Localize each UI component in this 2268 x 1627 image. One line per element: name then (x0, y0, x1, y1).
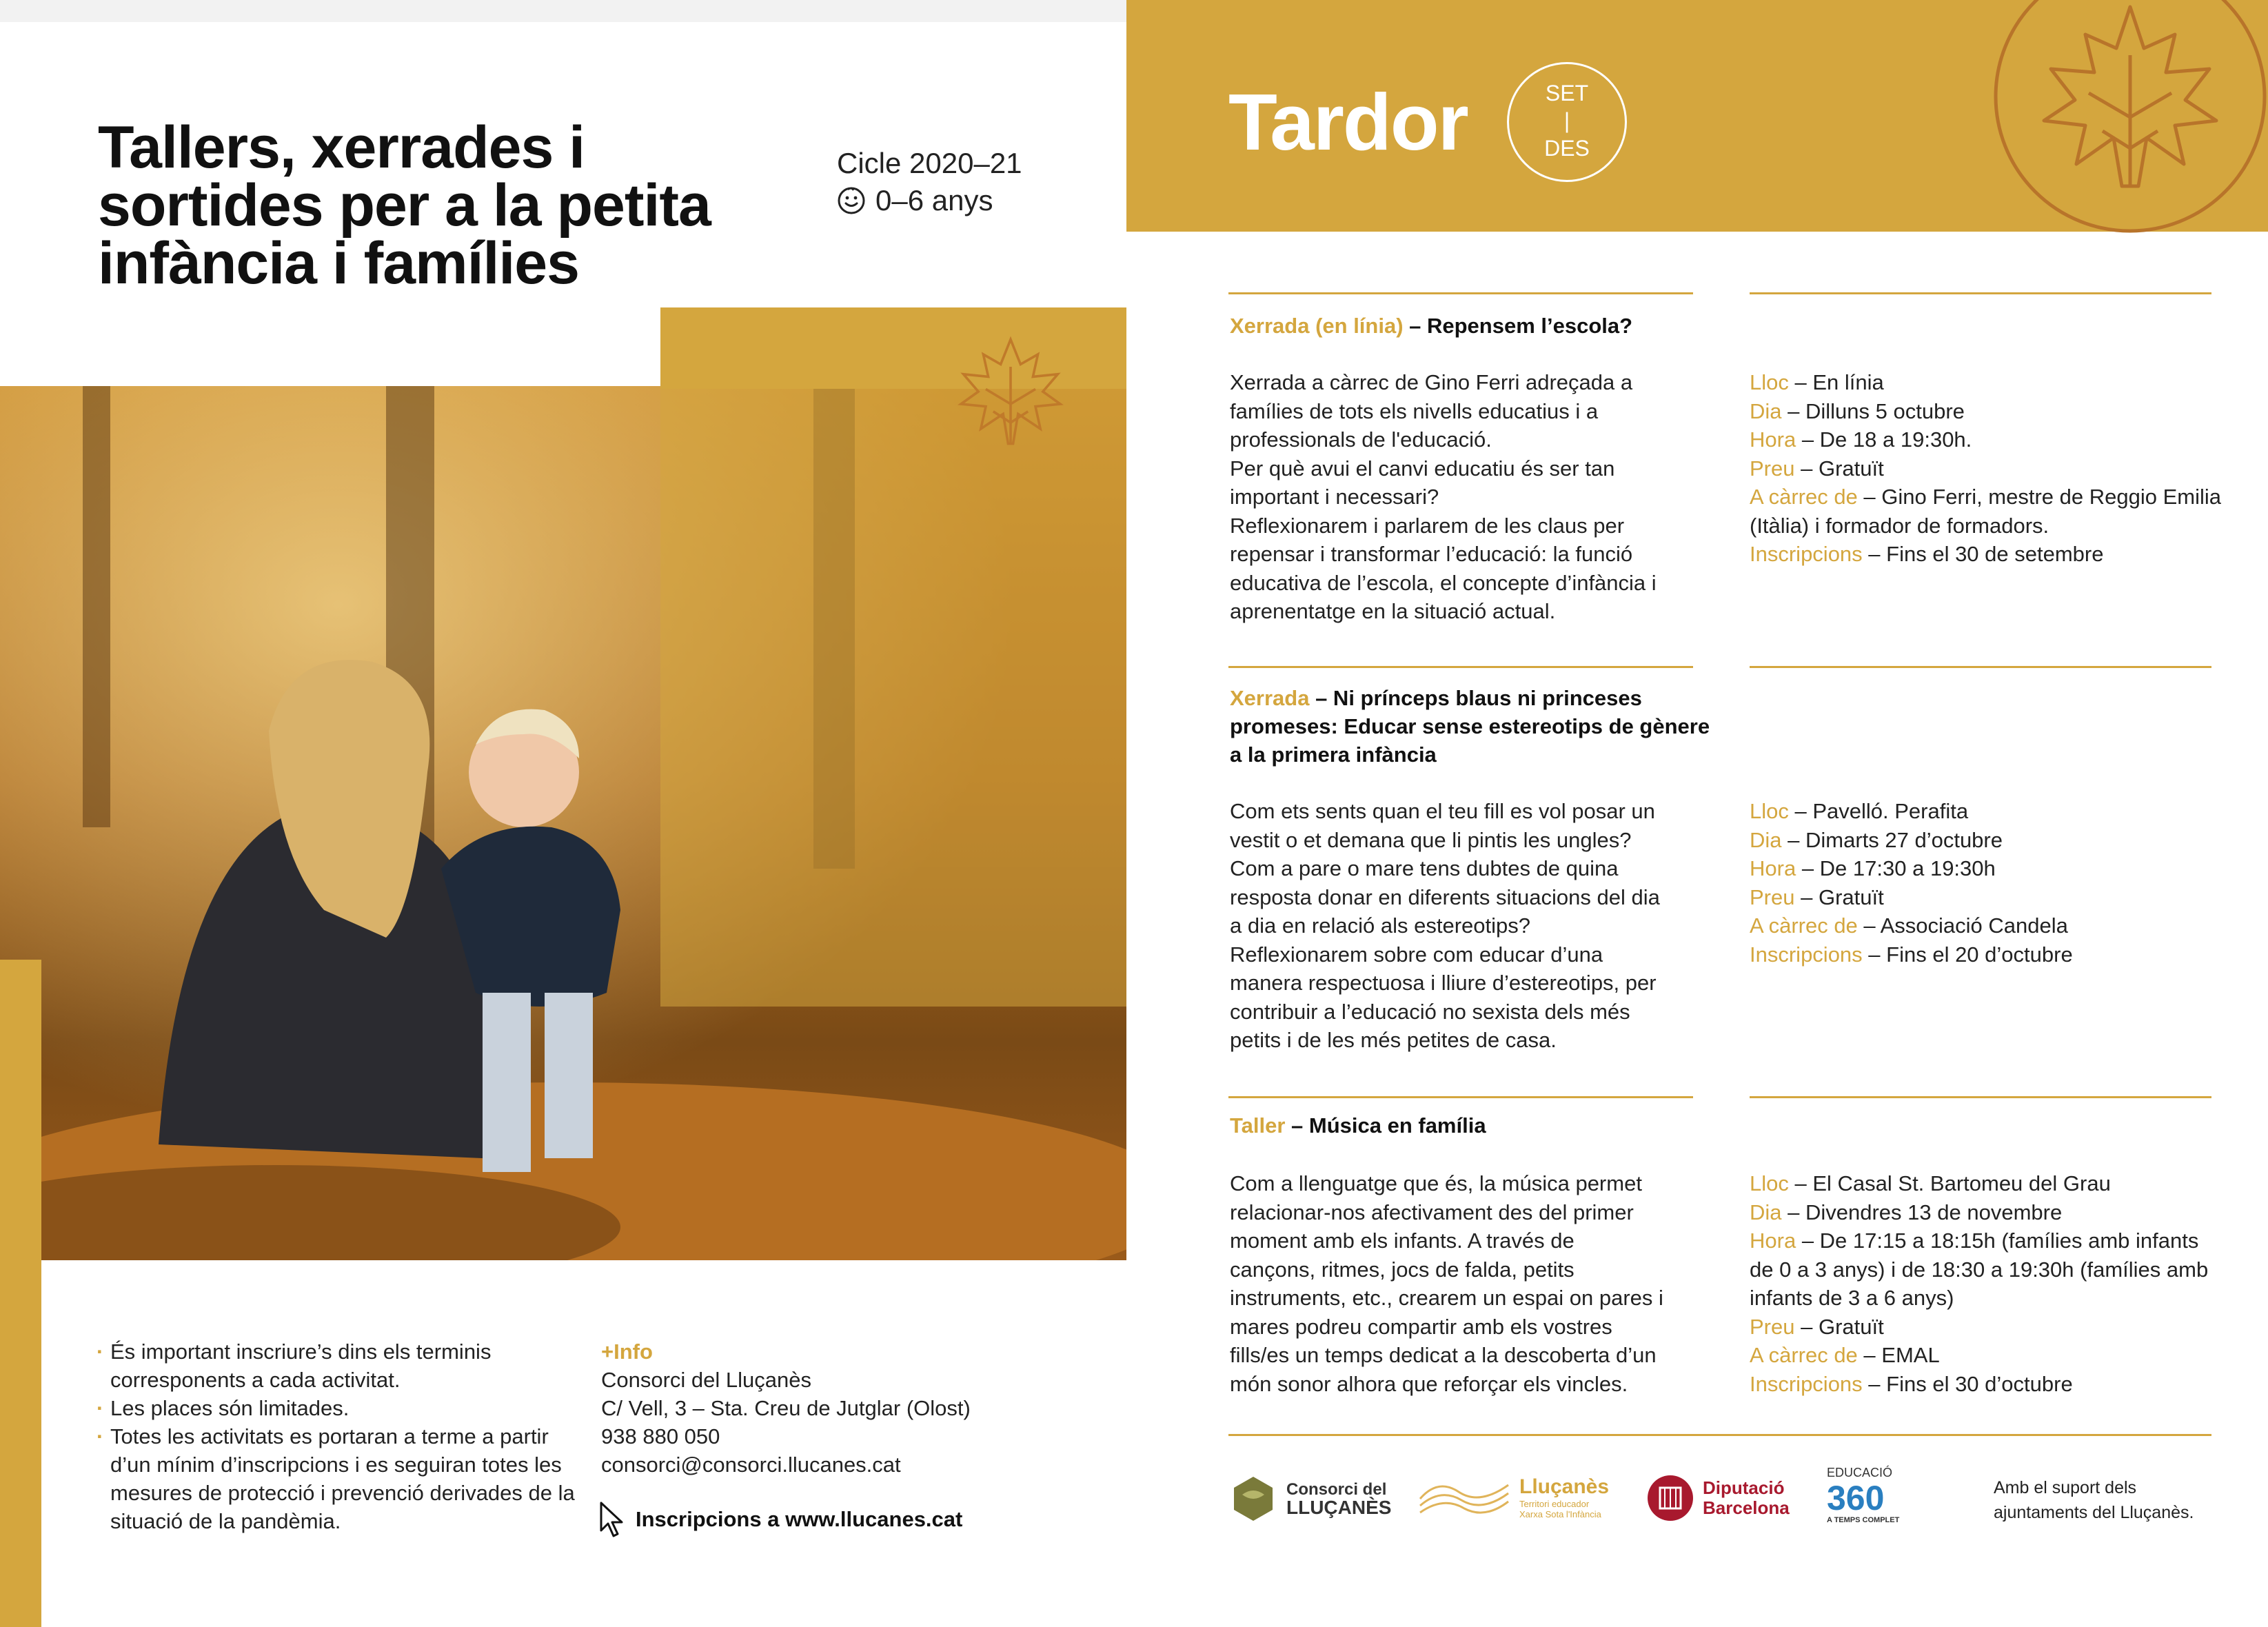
description-line: petits i de les més petites de casa. (1230, 1028, 1557, 1052)
description-line: fills/es un temps dedicat a la descoberta d’un (1230, 1343, 1657, 1367)
description-line: important i necessari? (1230, 485, 1439, 509)
diputacio-logo (1646, 1474, 1790, 1522)
detail-price: Preu – Gratuït (1750, 1314, 1884, 1339)
maple-leaf-large-icon (1978, 0, 2268, 255)
info-label: +Info (601, 1340, 653, 1364)
gold-overlay (660, 386, 1126, 1007)
event-name: – Repensem l’escola? (1403, 314, 1633, 338)
description-line: cançons, ritmes, jocs de falda, petits (1230, 1257, 1575, 1282)
note-item: · Totes les activitats es portaran a terme a partir d’un mínim d’inscripcions i es seguiran totes les mesures de protecció i prevenció derivades de la situació de la pandèmia. (97, 1422, 579, 1535)
inscriptions-label[interactable]: Inscripcions a www.llucanes.cat (636, 1507, 963, 1531)
description-line: Xerrada a càrrec de Gino Ferri adreçada a (1230, 370, 1633, 394)
llucanes-text: Lluçanès Territori educador Xarxa Sota l'Infància (1519, 1475, 1610, 1519)
event-kind: Xerrada (en línia) (1230, 314, 1404, 338)
event-kind: Xerrada (1230, 686, 1310, 710)
detail-price: Preu – Gratuït (1750, 456, 1884, 481)
description-line: repensar i transformar l’educació: la funció (1230, 542, 1633, 566)
detail-time: Hora – De 17:30 a 19:30h (1750, 856, 1996, 880)
cycle-label: Cicle 2020–21 (837, 147, 1022, 179)
month-end: DES (1544, 136, 1590, 161)
description-line: Per què avui el canvi educatiu és ser tan (1230, 456, 1615, 481)
smiley-icon (837, 186, 866, 215)
month-separator: | (1563, 108, 1570, 133)
detail-day: Dia – Divendres 13 de novembre (1750, 1200, 2063, 1224)
llucanes-logo (1417, 1471, 1609, 1524)
detail-day: Dia – Dilluns 5 octubre (1750, 398, 1965, 423)
detail-time: Hora – De 17:15 a 18:15h (famílies amb infants de 0 a 3 anys) i de 18:30 a 19:30h (famílies amb infants de 3 a 6 anys) (1750, 1229, 2209, 1310)
detail-signup: Inscripcions – Fins el 30 d’octubre (1750, 1371, 2073, 1396)
llucanes-wave-icon (1417, 1471, 1511, 1524)
description-line: vestit o et demana que li pintis les ungles? (1230, 827, 1632, 852)
divider (1228, 1096, 1693, 1098)
footer-divider (1228, 1434, 2211, 1436)
divider (1750, 666, 2211, 668)
diputacio-emblem-icon (1646, 1474, 1694, 1522)
note-item: · Les places són limitades. (97, 1394, 579, 1422)
educacio360-logo: EDUCACIÓ 360 A TEMPS COMPLET (1827, 1466, 1900, 1524)
divider (1228, 666, 1693, 668)
detail-place: Lloc – El Casal St. Bartomeu del Grau (1750, 1171, 2111, 1195)
description-line: Reflexionarem i parlarem de les claus per (1230, 513, 1625, 538)
title-line-3: infància i famílies (98, 230, 579, 296)
cycle-info (837, 145, 1022, 219)
info-phone[interactable]: 938 880 050 (601, 1424, 720, 1448)
info-address: C/ Vell, 3 – Sta. Creu de Jutglar (Olost) (601, 1396, 971, 1420)
description-line: Com a llenguatge que és, la música permet (1230, 1171, 1642, 1195)
page-title (98, 114, 787, 296)
note-item: · És important inscriure’s dins els terminis corresponents a cada activitat. (97, 1337, 579, 1394)
detail-host: A càrrec de – Gino Ferri, mestre de Reggio Emilia (Itàlia) i formador de formadors. (1750, 485, 2222, 538)
event-2-description (1230, 797, 1712, 1055)
more-info (601, 1337, 1097, 1479)
maple-leaf-icon (949, 330, 1073, 454)
consorci-text: Consorci del LLUÇANÈS (1286, 1480, 1392, 1518)
event-3-details (1750, 1169, 2225, 1398)
consorci-logo (1228, 1474, 1391, 1524)
detail-time: Hora – De 18 a 19:30h. (1750, 427, 1972, 452)
description-line: contribuir a l’educació no sexista dels més (1230, 999, 1630, 1024)
info-org: Consorci del Lluçanès (601, 1368, 812, 1392)
event-1-description (1230, 368, 1712, 626)
description-line: Reflexionarem sobre com educar d’una (1230, 942, 1603, 967)
season-title: Tardor (1228, 77, 1468, 167)
divider (1750, 1096, 2211, 1098)
diputacio-text: Diputació Barcelona (1703, 1477, 1790, 1518)
event-name: – Ni prínceps blaus ni princeses promeses: Educar sense estereotips de gènere a la primera infància (1230, 686, 1710, 767)
important-notes (97, 1337, 579, 1535)
event-1-details (1750, 368, 2225, 569)
description-line: educativa de l’escola, el concepte d’infància i (1230, 570, 1657, 595)
age-range (837, 182, 1022, 219)
description-line: aprenentatge en la situació actual. (1230, 599, 1556, 623)
description-line: relacionar-nos afectivament des del primer (1230, 1200, 1634, 1224)
event-3-description (1230, 1169, 1712, 1398)
event-1-title (1230, 312, 1712, 340)
divider (1228, 292, 1693, 294)
support-note: Amb el suport dels ajuntaments del Lluçanès. (1994, 1478, 2194, 1522)
event-name: – Música en família (1285, 1113, 1486, 1138)
detail-place: Lloc – En línia (1750, 370, 1884, 394)
cursor-icon (598, 1502, 626, 1537)
description-line: manera respectuosa i lliure d’estereotips, per (1230, 971, 1657, 995)
title-line-1: Tallers, xerrades i (98, 114, 585, 181)
description-line: resposta donar en diferents situacions del dia (1230, 885, 1660, 909)
description-line: mares podreu compartir amb els vostres (1230, 1314, 1612, 1339)
left-accent-bar (0, 960, 41, 1627)
detail-place: Lloc – Pavelló. Perafita (1750, 799, 1969, 823)
description-line: moment amb els infants. A través de (1230, 1229, 1575, 1253)
description-line: a dia en relació als estereotips? (1230, 913, 1530, 938)
description-line: professionals de l'educació. (1230, 427, 1492, 452)
description-line: Com a pare o mare tens dubtes de quina (1230, 856, 1619, 880)
detail-price: Preu – Gratuït (1750, 885, 1884, 909)
consorci-emblem-icon (1228, 1474, 1278, 1524)
detail-day: Dia – Dimarts 27 d’octubre (1750, 827, 2003, 852)
inscriptions-link[interactable] (598, 1502, 962, 1537)
title-line-2: sortides per a la petita (98, 172, 711, 239)
description-line: món sonor alhora que reforçar els vincles. (1230, 1371, 1628, 1396)
description-line: Com ets sents quan el teu fill es vol posar un (1230, 799, 1655, 823)
info-email[interactable]: consorci@consorci.llucanes.cat (601, 1453, 901, 1477)
detail-host: A càrrec de – EMAL (1750, 1343, 1940, 1367)
month-start: SET (1545, 81, 1589, 105)
top-strip (0, 0, 1128, 22)
detail-signup: Inscripcions – Fins el 20 d’octubre (1750, 942, 2073, 967)
description-line: famílies de tots els nivells educatius i a (1230, 398, 1599, 423)
age-label: 0–6 anys (875, 184, 993, 216)
event-2-details (1750, 797, 2225, 969)
event-2-title (1230, 684, 1712, 769)
description-line: instruments, etc., crearem un espai on pares i (1230, 1286, 1663, 1310)
divider (1750, 292, 2211, 294)
detail-signup: Inscripcions – Fins el 30 de setembre (1750, 542, 2104, 566)
event-3-title (1230, 1111, 1712, 1140)
event-kind: Taller (1230, 1113, 1286, 1138)
months-badge (1507, 62, 1627, 182)
detail-host: A càrrec de – Associació Candela (1750, 913, 2068, 938)
